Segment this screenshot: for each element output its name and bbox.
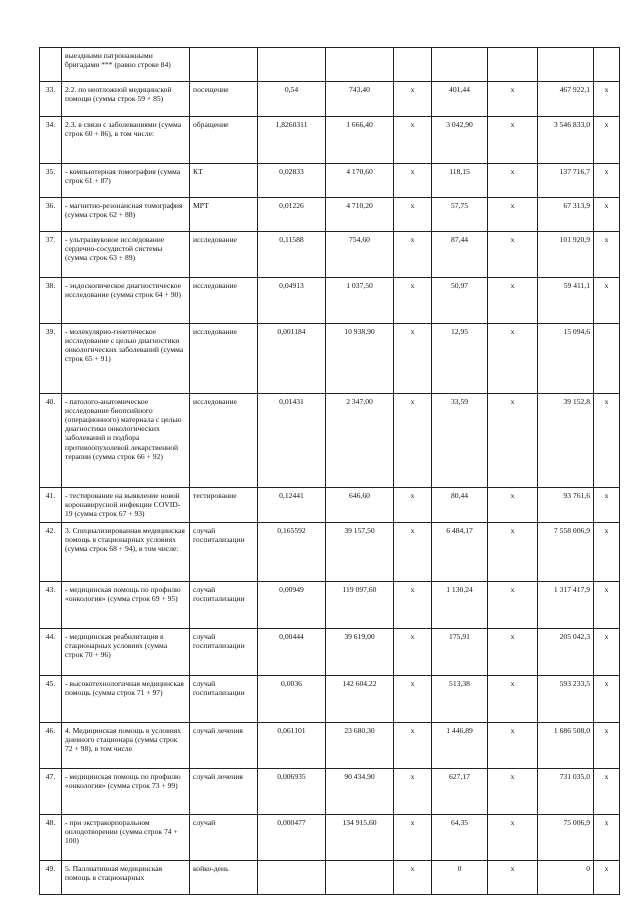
row-unit: исследование <box>190 324 258 394</box>
row-x2: х <box>488 394 538 488</box>
row-x3: х <box>594 117 620 164</box>
row-name: 3. Специализированная медицинская помощь в стационарных условиях (сумма строк 68 + 94), в том числе: <box>62 523 190 582</box>
row-per-capita: 0 <box>432 861 488 895</box>
row-per-capita: 175,91 <box>432 629 488 676</box>
row-unit: МРТ <box>190 198 258 232</box>
row-x3: х <box>594 582 620 629</box>
row-norm: 0,001184 <box>258 324 326 394</box>
row-x1: х <box>394 861 432 895</box>
row-number: 38. <box>40 278 62 324</box>
table-row <box>40 198 620 232</box>
row-number <box>40 48 62 82</box>
row-number: 36. <box>40 198 62 232</box>
row-x2: х <box>488 723 538 769</box>
row-cost: 39 157,50 <box>326 523 394 582</box>
row-x3 <box>594 324 620 394</box>
row-x3: х <box>594 861 620 895</box>
row-x2: х <box>488 769 538 815</box>
row-per-capita: 1 130,24 <box>432 582 488 629</box>
table-row <box>40 582 620 629</box>
row-norm <box>258 48 326 82</box>
row-name: - патолого-анатомическое исследование биопсийного (операционного) материала с целью диагностики онкологических заболеваний и подбора противоопухолевой лекарственной терапии (сумма строк 66 + 92) <box>62 394 190 488</box>
row-x2: х <box>488 278 538 324</box>
row-unit: обращение <box>190 117 258 164</box>
row-norm: 0,04913 <box>258 278 326 324</box>
row-cost: 134 915,60 <box>326 815 394 861</box>
row-name: - медицинская помощь по профилю «онкология» (сумма строк 73 + 99) <box>62 769 190 815</box>
row-norm: 0,006935 <box>258 769 326 815</box>
row-number: 46. <box>40 723 62 769</box>
row-x2: х <box>488 488 538 523</box>
row-number: 43. <box>40 582 62 629</box>
row-x2: х <box>488 232 538 278</box>
row-number: 44. <box>40 629 62 676</box>
row-total: 75 006,9 <box>538 815 594 861</box>
row-total: 467 922,1 <box>538 82 594 117</box>
row-norm: 0,000477 <box>258 815 326 861</box>
row-per-capita: 6 484,17 <box>432 523 488 582</box>
row-per-capita: 118,15 <box>432 164 488 198</box>
row-name: выездными патронажными бригадами *** (равно строке 84) <box>62 48 190 82</box>
row-cost: 2 347,00 <box>326 394 394 488</box>
row-unit: исследование <box>190 232 258 278</box>
row-number: 37. <box>40 232 62 278</box>
row-number: 41. <box>40 488 62 523</box>
row-x1: х <box>394 232 432 278</box>
row-norm: 0,00444 <box>258 629 326 676</box>
row-per-capita: 3 042,90 <box>432 117 488 164</box>
row-x3: х <box>594 232 620 278</box>
row-norm: 0,061101 <box>258 723 326 769</box>
row-norm: 0,01226 <box>258 198 326 232</box>
row-unit <box>190 48 258 82</box>
row-unit: случай госпитализации <box>190 582 258 629</box>
row-x2: х <box>488 629 538 676</box>
row-x2: х <box>488 582 538 629</box>
row-number: 40. <box>40 394 62 488</box>
table-row <box>40 164 620 198</box>
row-unit: случай госпитализации <box>190 629 258 676</box>
row-x1: х <box>394 523 432 582</box>
row-number: 39. <box>40 324 62 394</box>
row-x1: х <box>394 278 432 324</box>
row-unit: койко-день <box>190 861 258 895</box>
row-total: 67 313,9 <box>538 198 594 232</box>
row-per-capita: 57,75 <box>432 198 488 232</box>
row-x1 <box>394 48 432 82</box>
row-name: 4. Медицинская помощь в условиях дневного стационара (сумма строк 72 + 98), в том числе <box>62 723 190 769</box>
table-row <box>40 523 620 582</box>
table-row <box>40 676 620 723</box>
row-x1: х <box>394 488 432 523</box>
row-cost: 23 680,30 <box>326 723 394 769</box>
table-row <box>40 117 620 164</box>
row-total: 731 035,0 <box>538 769 594 815</box>
row-norm: 0,02833 <box>258 164 326 198</box>
row-per-capita: 1 446,89 <box>432 723 488 769</box>
row-cost: 90 434,90 <box>326 769 394 815</box>
row-x1: х <box>394 723 432 769</box>
row-norm: 0,11588 <box>258 232 326 278</box>
row-total: 593 233,5 <box>538 676 594 723</box>
row-x2: х <box>488 861 538 895</box>
row-x1: х <box>394 117 432 164</box>
row-x2: х <box>488 164 538 198</box>
row-name: - компьютерная томография (сумма строк 61 + 87) <box>62 164 190 198</box>
row-total: 59 411,1 <box>538 278 594 324</box>
row-x3: х <box>594 394 620 488</box>
row-number: 34. <box>40 117 62 164</box>
row-total: 137 716,7 <box>538 164 594 198</box>
row-x3: х <box>594 723 620 769</box>
table-row <box>40 723 620 769</box>
row-norm: 0,12441 <box>258 488 326 523</box>
row-x3: х <box>594 278 620 324</box>
row-x3: х <box>594 815 620 861</box>
row-per-capita: 50,97 <box>432 278 488 324</box>
row-cost: 4 170,60 <box>326 164 394 198</box>
row-x1: х <box>394 82 432 117</box>
row-per-capita: 401,44 <box>432 82 488 117</box>
row-name: 5. Паллиативная медицинская помощь в стационарных <box>62 861 190 895</box>
row-per-capita: 513,38 <box>432 676 488 723</box>
row-unit: случай госпитализации <box>190 523 258 582</box>
row-total: 3 546 833,0 <box>538 117 594 164</box>
row-per-capita: 33,59 <box>432 394 488 488</box>
row-name: - медицинская реабилитация в стационарных условиях (сумма строк 70 + 96) <box>62 629 190 676</box>
row-total: 1 686 508,0 <box>538 723 594 769</box>
table-row <box>40 629 620 676</box>
row-name: - ультразвуковое исследование сердечно-сосудистой системы (сумма строк 63 + 89) <box>62 232 190 278</box>
data-table <box>39 47 620 895</box>
row-cost: 754,60 <box>326 232 394 278</box>
row-number: 33. <box>40 82 62 117</box>
row-name: 2.3. в связи с заболеваниями (сумма строк 60 + 86), в том числе: <box>62 117 190 164</box>
row-total: 15 094,6 <box>538 324 594 394</box>
row-cost: 743,40 <box>326 82 394 117</box>
row-unit: случай лечения <box>190 769 258 815</box>
row-x2: х <box>488 198 538 232</box>
row-x2: х <box>488 676 538 723</box>
row-number: 47. <box>40 769 62 815</box>
row-cost: 1 037,50 <box>326 278 394 324</box>
row-norm: 0,01431 <box>258 394 326 488</box>
row-cost <box>326 861 394 895</box>
row-cost: 39 619,00 <box>326 629 394 676</box>
row-cost: 142 604,22 <box>326 676 394 723</box>
row-norm: 1,8260311 <box>258 117 326 164</box>
row-norm <box>258 861 326 895</box>
row-per-capita: 627,17 <box>432 769 488 815</box>
row-x2: х <box>488 82 538 117</box>
row-name: - при экстракорпоральном оплодотворении (сумма строк 74 + 100) <box>62 815 190 861</box>
row-norm: 0,165592 <box>258 523 326 582</box>
row-x1: х <box>394 198 432 232</box>
row-number: 35. <box>40 164 62 198</box>
row-total: 101 920,9 <box>538 232 594 278</box>
table-row <box>40 278 620 324</box>
row-number: 49. <box>40 861 62 895</box>
row-x1: х <box>394 676 432 723</box>
row-name: - молекулярно-генетическое исследование с целью диагностики онкологических заболеваний (сумма строк 65 + 91) <box>62 324 190 394</box>
row-x1: х <box>394 164 432 198</box>
row-x3: х <box>594 488 620 523</box>
row-x2: х <box>488 324 538 394</box>
row-norm: 0,0036 <box>258 676 326 723</box>
row-unit: случай <box>190 815 258 861</box>
row-name: - тестирование на выявление новой коронавирусной инфекции COVID-19 (сумма строк 67 + 93) <box>62 488 190 523</box>
row-total: 205 042,3 <box>538 629 594 676</box>
row-x1: х <box>394 629 432 676</box>
row-name: - эндоскопическое диагностическое исследование (сумма строк 64 + 90) <box>62 278 190 324</box>
table-row <box>40 232 620 278</box>
row-cost: 1 666,40 <box>326 117 394 164</box>
row-norm: 0,54 <box>258 82 326 117</box>
row-x2: х <box>488 117 538 164</box>
table-row <box>40 82 620 117</box>
row-name: - высокотехнологичная медицинская помощь (сумма строк 71 + 97) <box>62 676 190 723</box>
row-cost: 4 710,20 <box>326 198 394 232</box>
row-unit: исследование <box>190 394 258 488</box>
row-per-capita: 87,44 <box>432 232 488 278</box>
row-total: 39 152,8 <box>538 394 594 488</box>
row-x1: х <box>394 582 432 629</box>
row-x2: х <box>488 523 538 582</box>
row-unit: тестирование <box>190 488 258 523</box>
row-unit: посещение <box>190 82 258 117</box>
row-norm: 0,00949 <box>258 582 326 629</box>
row-x1: х <box>394 324 432 394</box>
table-body <box>40 48 620 895</box>
row-total: 0 <box>538 861 594 895</box>
row-per-capita: 80,44 <box>432 488 488 523</box>
row-unit: исследование <box>190 278 258 324</box>
row-name: - магнитно-резонансная томография (сумма строк 62 + 88) <box>62 198 190 232</box>
row-x3: х <box>594 198 620 232</box>
row-x1: х <box>394 394 432 488</box>
row-total: 1 317 417,9 <box>538 582 594 629</box>
row-x2: х <box>488 815 538 861</box>
table-row <box>40 394 620 488</box>
row-total: 93 761,6 <box>538 488 594 523</box>
table-row <box>40 488 620 523</box>
row-name: - медицинская помощь по профилю «онкология» (сумма строк 69 + 95) <box>62 582 190 629</box>
row-name: 2.2. по неотложной медицинской помощи (сумма строк 59 + 85) <box>62 82 190 117</box>
table-row <box>40 324 620 394</box>
row-per-capita: 64,35 <box>432 815 488 861</box>
row-x3 <box>594 48 620 82</box>
row-x3: х <box>594 164 620 198</box>
row-cost <box>326 48 394 82</box>
table-row <box>40 769 620 815</box>
row-cost: 119 097,60 <box>326 582 394 629</box>
row-number: 48. <box>40 815 62 861</box>
row-cost: 646,60 <box>326 488 394 523</box>
row-x1: х <box>394 769 432 815</box>
row-unit: случай госпитализации <box>190 676 258 723</box>
row-unit: случай лечения <box>190 723 258 769</box>
row-x3: х <box>594 523 620 582</box>
row-x1: х <box>394 815 432 861</box>
row-x3: х <box>594 676 620 723</box>
row-per-capita: 12,95 <box>432 324 488 394</box>
row-per-capita <box>432 48 488 82</box>
table-row <box>40 48 620 82</box>
row-unit: КТ <box>190 164 258 198</box>
row-x3: х <box>594 769 620 815</box>
table-row <box>40 815 620 861</box>
table-row <box>40 861 620 895</box>
row-total: 7 558 006,9 <box>538 523 594 582</box>
row-cost: 10 938,90 <box>326 324 394 394</box>
row-x3: х <box>594 82 620 117</box>
row-number: 42. <box>40 523 62 582</box>
row-number: 45. <box>40 676 62 723</box>
row-x3: х <box>594 629 620 676</box>
row-total <box>538 48 594 82</box>
row-x2 <box>488 48 538 82</box>
